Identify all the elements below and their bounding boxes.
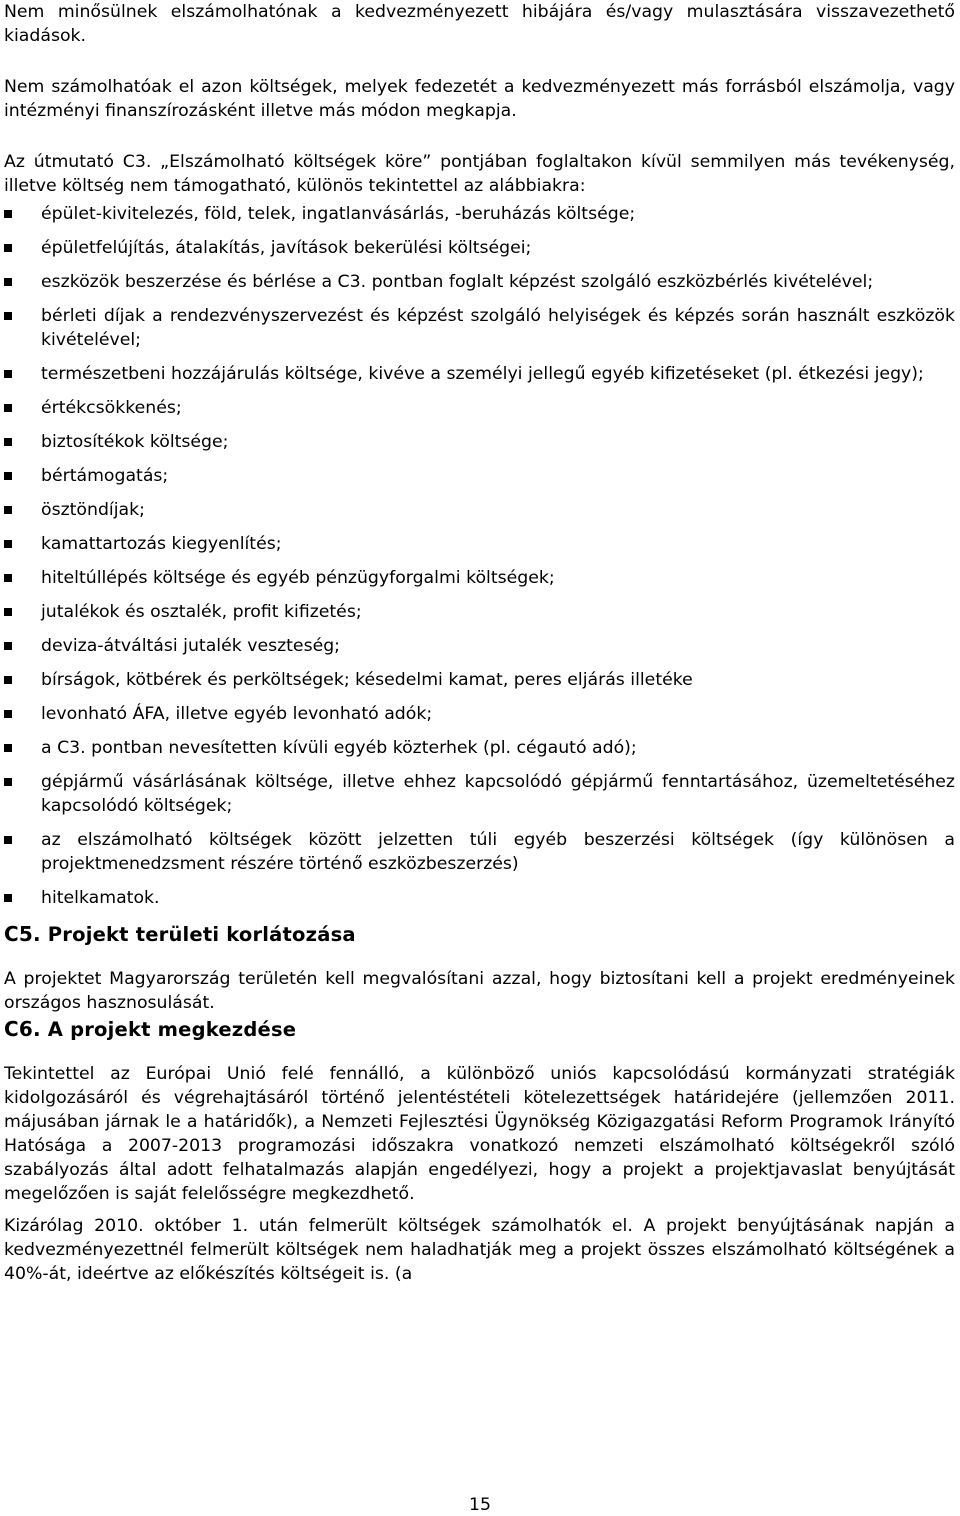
list-item: az elszámolható költségek között jelzetten túli egyéb beszerzési költségek (így különösen a projektmenedzsment részére történő eszközbeszerzés): [4, 828, 955, 876]
list-item: ösztöndíjak;: [4, 498, 955, 522]
excluded-costs-list: [4, 202, 955, 910]
list-item: természetbeni hozzájárulás költsége, kivéve a személyi jellegű egyéb kifizetéseket (pl. étkezési jegy);: [4, 362, 955, 386]
paragraph-c5: A projektet Magyarország területén kell megvalósítani azzal, hogy biztosítani kell a projekt eredményeinek országos hasznosulását.: [4, 969, 955, 1013]
section-title: A projekt megkezdése: [47, 1018, 297, 1041]
square-bullet-icon: [4, 540, 12, 548]
square-bullet-icon: [4, 894, 12, 902]
square-bullet-icon: [4, 710, 12, 718]
list-item: hiteltúllépés költsége és egyéb pénzügyforgalmi költségek;: [4, 566, 955, 590]
square-bullet-icon: [4, 244, 12, 252]
square-bullet-icon: [4, 438, 12, 446]
section-title: Projekt területi korlátozása: [47, 923, 356, 946]
section-heading-c5: [4, 920, 955, 949]
square-bullet-icon: [4, 506, 12, 514]
square-bullet-icon: [4, 278, 12, 286]
list-item: értékcsökkenés;: [4, 396, 955, 420]
section-heading-c6: [4, 1015, 955, 1044]
square-bullet-icon: [4, 312, 12, 320]
list-item: épület-kivitelezés, föld, telek, ingatlanvásárlás, -beruházás költsége;: [4, 202, 955, 226]
square-bullet-icon: [4, 210, 12, 218]
square-bullet-icon: [4, 642, 12, 650]
square-bullet-icon: [4, 608, 12, 616]
list-item: gépjármű vásárlásának költsége, illetve ehhez kapcsolódó gépjármű fenntartásához, üzemeltetéséhez kapcsolódó költségek;: [4, 770, 955, 818]
square-bullet-icon: [4, 472, 12, 480]
section-number: C5.: [4, 922, 41, 946]
list-item: épületfelújítás, átalakítás, javítások bekerülési költségei;: [4, 236, 955, 260]
list-item: deviza-átváltási jutalék veszteség;: [4, 634, 955, 658]
list-item: bértámogatás;: [4, 464, 955, 488]
paragraph-c6-1: Tekintettel az Európai Unió felé fennálló, a különböző uniós kapcsolódású kormányzati stratégiák kidolgozásáról és végrehajtásáról történő jelentéstételi kötelezettségek határidejére (jellemzően 2011. májusában járnak le a határidők), a Nemzeti Fejlesztési Ügynökség Közigazgatási Reform Programok Irányító Hatósága a 2007-2013 programozási időszakra vonatkozó nemzeti elszámolható költségekről szóló szabályozás által adott felhatalmazás alapján engedélyezi, hogy a projekt a projektjavaslat benyújtását megelőzően is saját felelősségre megkezdhető.: [4, 1064, 955, 1204]
list-item: eszközök beszerzése és bérlése a C3. pontban foglalt képzést szolgáló eszközbérlés kivételével;: [4, 270, 955, 294]
list-item: biztosítékok költsége;: [4, 430, 955, 454]
document-page: [4, 0, 955, 1286]
square-bullet-icon: [4, 370, 12, 378]
paragraph-c6-2: Kizárólag 2010. október 1. után felmerült költségek számolhatók el. A projekt benyújtásának napján a kedvezményezettnél felmerült költségek nem haladhatják meg a projekt összes elszámolható költségének a 40%-át, ideértve az előkészítés költségeit is. (a: [4, 1216, 955, 1284]
square-bullet-icon: [4, 574, 12, 582]
list-item: jutalékok és osztalék, profit kifizetés;: [4, 600, 955, 624]
square-bullet-icon: [4, 836, 12, 844]
square-bullet-icon: [4, 676, 12, 684]
list-item: levonható ÁFA, illetve egyéb levonható adók;: [4, 702, 955, 726]
paragraph-intro-3: Az útmutató C3. „Elszámolható költségek köre” pontjában foglaltakon kívül semmilyen más tevékenység, illetve költség nem támogatható, különös tekintettel az alábbiakra:: [4, 152, 955, 196]
list-item: kamattartozás kiegyenlítés;: [4, 532, 955, 556]
square-bullet-icon: [4, 404, 12, 412]
section-number: C6.: [4, 1017, 41, 1041]
list-item: bérleti díjak a rendezvényszervezést és képzést szolgáló helyiségek és képzés során használt eszközök kivételével;: [4, 304, 955, 352]
list-item: bírságok, kötbérek és perköltségek; késedelmi kamat, peres eljárás illetéke: [4, 668, 955, 692]
paragraph-intro-2: Nem számolhatóak el azon költségek, melyek fedezetét a kedvezményezett más forrásból elszámolja, vagy intézményi finanszírozásként illetve más módon megkapja.: [4, 77, 955, 121]
square-bullet-icon: [4, 778, 12, 786]
square-bullet-icon: [4, 744, 12, 752]
page-number: 15: [469, 1495, 491, 1515]
list-item: hitelkamatok.: [4, 886, 955, 910]
paragraph-intro-1: Nem minősülnek elszámolhatónak a kedvezményezett hibájára és/vagy mulasztására visszavezethető kiadások.: [4, 2, 955, 46]
list-item: a C3. pontban nevesítetten kívüli egyéb közterhek (pl. cégautó adó);: [4, 736, 955, 760]
